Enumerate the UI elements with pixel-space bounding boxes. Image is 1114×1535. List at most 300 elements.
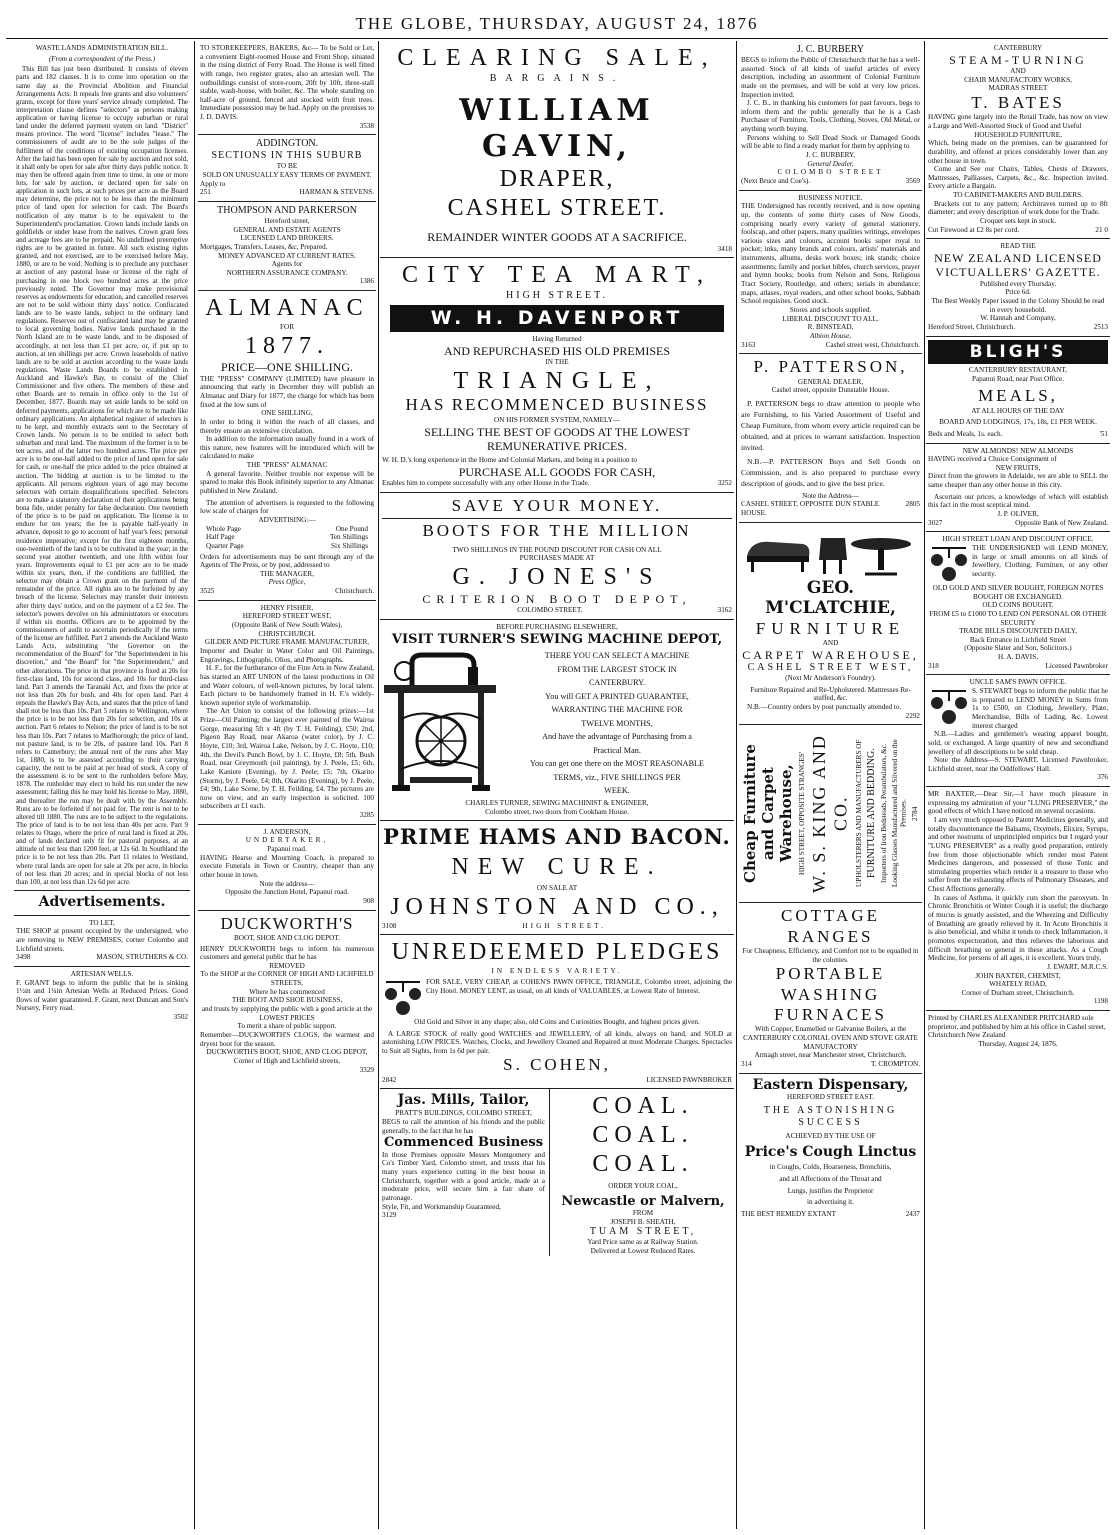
ad-body: HENRY DUCKWORTH begs to inform his numerous customers and general public that he has [200,944,374,962]
ad-body: The Art Union to consist of the following prizes:—1st Prize—Oil Painting; the largest ever painted of the Wairoa Gorge, measuring 5ft x 4ft (by T. H. Feilding), £50; 2nd, Pigeon Bay Road, near Akaroa (water color), by J. C. Hoyte, £10; 3rd, Wairoa Lake, Nelson, by J. C. Hoyte, £10; 4th, the Devil's Punch Bowl, by J. C. Hoyte, £8; 5th, Bush Road, near Greymouth (oil painting), by J. Peele, £5; 6th, Lake Kaniere (Evening), by J. Peele; £5; 7th, Okarito (Storm), by J. Peele, £4; 8th, Okarito (Evening), by J. Peele, £4; 9th, Lake Scene, by T. H. Feilding, £4. The pictures are now on view, and an early inspection is solicited. 100 subscribers at £1 each. [200,707,374,811]
ad-title: ADDINGTON. [255,138,319,150]
ad-line: Corner of Durham street, Christchurch. [961,988,1075,997]
ad-line: HEREFORD STREET WEST, [242,612,332,621]
rate-row [200,533,374,542]
ad-title: COTTAGE RANGES [781,906,880,946]
ad-line: Christchurch. [335,587,374,596]
ad-line: PURCHASE ALL GOODS FOR CASH, [458,464,656,479]
ad-line: DRAPER, [499,165,615,192]
ad-body: Importer and Dealer in Water Color and Oil Paintings, Engravings, Lithographs, Olios, and Photographs. [200,646,374,664]
ad-line: AND [822,638,839,647]
ad-line: CANTERBURY COLONIAL OVEN AND STOVE GRATE MANUFACTORY [743,1034,918,1051]
ad-body: N.B.—Ladies and gentlemen's wearing apparel bought, sold, or exchanged. A large quantity of new and secondhand jewellery of all descriptions to be sold cheap. [928,730,1108,756]
ad-signature: J. EWART, M.R.C.S. [1047,962,1108,971]
mills-tailor-ad [380,1089,550,1255]
ad-price: PRICE—ONE SHILLING. [221,360,353,375]
rate-price: Six Shillings [331,541,368,550]
ad-line: TO CABINET-MAKERS AND BUILDERS. [953,191,1083,200]
ad-body: H. F., for the furtherance of the Fine Arts in New Zealand, has started an ART UNION of the latest productions in Oil and Water colours, of well-known pictures, by local talent. Each picture to be handsomely framed in H. F.'s widely-known superior style of workmanship. [200,664,374,707]
ad-number: 3525 [200,587,215,596]
ad-line: Papanui road. [267,845,307,854]
j-anderson-ad [198,825,376,911]
ad-body: Which, being made on the premises, can be guaranteed for durability, and offered at prices considerably lower than any other house in town. [928,139,1108,165]
ad-line: Hereford Street, Christchurch. [928,322,1016,331]
ad-line: CANTERBURY [993,44,1043,52]
ad-line: Stores and schools supplied. [789,305,872,314]
ad-title: VISIT TURNER'S SEWING MACHINE DEPOT, [391,631,723,647]
ad-title: THOMPSON AND PARKERSON [217,204,357,216]
ad-title: BLIGH'S [928,340,1108,364]
ad-line: Where he has commenced [249,987,325,996]
blighs-restaurant-ad [926,337,1110,444]
ad-line: COLOMBO STREET. [517,606,583,615]
column-rule [378,41,379,1529]
press-almanac-ad [198,291,376,601]
ad-line: LOWEST PRICES [259,1013,315,1022]
ad-line: Beds and Meals, 1s. each. [928,429,1003,438]
mclatchie-ad [739,523,922,725]
ad-line: CASHEL STREET, OPPOSITE DUN STABLE HOUSE. [741,500,880,518]
ad-number: 2513 [1093,322,1108,331]
ad-line: CHRISTCHURCH. [258,629,316,638]
ad-line: Albion House, [809,331,852,340]
ad-line: ADVERTISING:— [258,515,316,524]
jones-boots-ad [380,493,734,620]
ad-number: 3129 [382,1211,397,1220]
ad-line: TWO SHILLINGS IN THE POUND DISCOUNT FOR CASH ON ALL [452,545,662,554]
ad-body: Style, Fit, and Workmanship Guaranteed, [382,1202,501,1211]
ad-line: To the SHOP at the CORNER OF HIGH AND LICHFIELD STREETS, [200,970,374,988]
ad-title: BOOTS FOR THE MILLION [422,521,692,541]
ad-title: CLEARING SALE, [397,45,717,71]
ad-line: FROM [632,1209,654,1218]
ad-number: 251 [200,188,211,197]
ad-body: Note the Address—S. STEWART, Licensed Pawnbroker, Lichfield street, near the Oddfellows' Hall. [928,756,1108,773]
ad-number: 1198 [1093,997,1108,1006]
ad-number: 2784 [911,806,920,821]
ad-body: Furniture Repaired and Re-Upholstered. Mattresses Re-stuffed, &c. [750,685,911,703]
baxter-lung-preserver-ad [926,787,1110,1011]
ad-title: TO LET, [89,918,115,927]
ad-line: J. P. OLIVER, [997,510,1039,519]
ad-line: Cashel street, opposite Dunstable House. [771,386,890,395]
ad-line: CHARLES TURNER, SEWING MACHINIST & ENGINEER, [465,799,649,808]
ad-body: HAVING gone largely into the Retail Trade, has now on view a Large and Well-Assorted Stock of Good and Useful [928,113,1108,130]
ad-body: TO STOREKEEPERS, BAKERS, &c— To be Sold or Let, a convenient Eight-roomed House and Front Shop, situated in the rising district of Ferry Road. The House is well fitted with range, two register grates, also an artesian well. The outbuildings consist of store-room, 20ft by 10ft, three-stall stable, wash-house, with boiler, &c. The whole standing on half-acre of ground, fenced and stocked with fruit trees. Immediate possession may be had. Apply on the premises to J. D. DAVIS. [200,44,374,122]
ad-title: UNCLE SAM'S PAWN OFFICE. [969,678,1067,687]
ad-body: Come and See our Chairs, Tables, Chests of Drawers, Mattresses, Palliasses, Carpets, &c., &c. Inspection invited. Every article a Bargain. [928,165,1108,191]
ad-title: CITY TEA MART, [401,262,713,289]
patterson-ad [739,354,922,523]
ad-line: BEFORE PURCHASING ELSEWHERE, [496,622,618,631]
ad-line: R. BINSTEAD, [807,323,854,332]
ad-line: COLOMBO STREET [777,168,884,177]
ad-body: BEGS to inform the Public of Christchurch that he has a well-assorted Stock of all kinds of useful articles of every description, including an assortment of Colonial Furniture made on the premises, and will be sold at very low prices. Inspection invited. [741,56,920,99]
burbery-ad [739,41,922,191]
ad-number: 3569 [905,176,920,185]
ad-title: NEW ALMONDS! NEW ALMONDS [962,446,1074,455]
ad-line: CARPET WAREHOUSE, [742,647,919,662]
ad-number: 908 [363,896,374,905]
ad-title: Cheap Furniture and Carpet Warehouse, [741,744,795,884]
ad-title: STEAM-TURNING [949,52,1087,67]
ad-title: BUSINESS NOTICE. [798,193,863,202]
ad-body: Remember—DUCKWORTH'S CLOGS, the warmest and dryest boot for the season. [200,1030,374,1048]
ad-number: 314 [741,1059,752,1068]
ad-line: LIBERAL DISCOUNT TO ALL. [782,314,879,323]
ad-line: Price's Cough Linctus [744,1143,917,1160]
rate-size: Whole Page [206,524,241,533]
ad-line: Press Office, [268,578,306,587]
ad-line: WHATELY ROAD, [989,980,1047,989]
ad-line: GILDER AND PICTURE FRAME MANUFACTURER, [204,638,370,647]
ad-line: Hereford street, [264,216,310,225]
ad-title: HIGH STREET LOAN AND DISCOUNT OFFICE. [942,535,1094,544]
ad-body: MR BAXTER,—Dear Sir,—I have much pleasure in expressing my admiration of your "LUNG PRESERVER," the good effects of which I have noticed on several occasions. [928,790,1108,816]
ad-line: HAS RECOMMENCED BUSINESS [405,395,709,415]
pawn-balls-icon [928,687,972,730]
addington-ad [198,135,376,202]
ad-line: JOHN BAXTER, CHEMIST, [975,971,1061,980]
sewing-machine-illustration [382,649,502,799]
rate-price: One Pound [335,524,368,533]
ad-line: W. Hannah and Company, [980,314,1056,323]
ad-line: PRATT'S BUILDINGS, COLOMBO STREET, [395,1109,532,1118]
ad-signature: T. CROMPTON. [870,1059,920,1068]
ad-line: To merit a share of public support. [237,1022,337,1031]
ad-body: N.B.—P. PATTERSON Buys and Sell Goods on Commission, and is also prepared to purchase every description of goods, and to give the best price. [741,456,920,488]
ad-line: REMOVED [269,961,305,970]
column-rule [736,41,737,1529]
ad-name: JOHNSTON AND CO., [390,894,724,920]
turner-line: FROM THE LARGEST STOCK IN [557,664,677,674]
ad-body: The attention of advertisers is requested to the following low scale of charges for [200,498,374,516]
turner-sewing-ad [380,620,734,822]
ad-number: 376 [1097,773,1108,782]
ad-line: IN THE [545,358,569,367]
victuallers-gazette-ad [926,239,1110,336]
imprint-date: Thursday, August 24, 1876. [978,1040,1058,1048]
ad-number: 3285 [359,811,374,820]
ad-line: UNDERTAKER, [245,836,329,845]
ad-line: GENERAL DEALER, [797,377,864,386]
ad-line: AT ALL HOURS OF THE DAY [971,406,1065,415]
ad-line: Note the address— [259,879,315,888]
crompton-ranges-ad [739,903,922,1073]
ad-body: A general favorite. Neither trouble nor expense will be spared to make this Book infinitely superior to any Almanac published in New Zealand. [200,469,374,496]
turner-line: TWELVE MONTHS, [581,718,653,728]
masthead: THE GLOBE, THURSDAY, AUGUST 24, 1876 [355,14,759,33]
ad-line: SOLD ON UNUSUALLY EASY TERMS OF PAYMENT. [202,171,372,180]
ad-line: THE BOOT AND SHOE BUSINESS, [231,996,343,1005]
ad-line: TUAM STREET, [589,1226,697,1238]
ad-line: NEW FRUITS, [995,463,1041,472]
column-5 [926,41,1110,1529]
ad-line: THE ASTONISHING SUCCESS [763,1105,898,1129]
ad-line: OLD GOLD AND SILVER BOUGHT, FOREIGN NOTES BOUGHT OR EXCHANGED. [932,583,1104,601]
ad-line: MONEY ADVANCED AT CURRENT RATES. [218,251,356,260]
ad-line: Agents for [271,260,303,269]
ad-line: Armagh street, near Manchester street, Christchurch. [754,1051,907,1060]
pawn-balls-icon [382,978,426,1018]
ad-line: H. A. DAVIS, [997,653,1038,662]
ad-body: In cases of Asthma, it quickly cuts short the paroxysm. In Chronic Bronchitis or Winter Cough it is useful; the discharge of mucus is greatly assisted, and the Wheezing and Difficulty of Breathing are greatly relieved by it. In Acute Bronchitis it is also beneficial, and whilst it tends to check Inflammation, it promotes expectoration, and thus relieves the laborious and difficult breathing so general in these attacks. As a Cough Medicine, for persons of all ages, it is excellent. Yours truly, [928,893,1108,963]
bates-turning-ad [926,41,1110,239]
ad-title: J. ANDERSON, [263,827,311,836]
turner-line: You can get one there on the MOST REASONABLE [529,759,705,769]
ad-line: TRADE BILLS DISCOUNTED DAILY, [959,627,1077,636]
ad-line: Opposite the Junction Hotel, Papanui road. [225,888,349,897]
ad-line: OLD COINS BOUGHT. [982,601,1054,610]
ad-line: REMAINDER WINTER GOODS AT A SACRIFICE. [427,230,687,245]
ad-line: HOUSEHOLD FURNITURE, [974,130,1062,139]
ad-body: I am very much opposed to Patent Medicines generally, and totally discountenance the Balsams, Oxymels, Elixirs, Syrups, and other nostrums of unprincipled empirics but I regard your "LUNG PRESERVER" as a really good preparation, entirely free from those objectionable which render most Patent Medicines dangerous, and possessed of those Tonic and stimulating properties which render it a treasure to those who suffer from the exhausting effects of Pulmonary Diseases, and Chest Affections generally. [928,815,1108,894]
ad-line: LICENSED PAWNBROKER [646,1075,732,1084]
ad-line: READ THE [1000,242,1036,251]
bottom-ads-row [380,1089,734,1255]
ad-line: GENERAL AND ESTATE AGENTS [233,225,341,234]
ad-line: AND [1010,67,1026,76]
ad-body: For Cheapness, Efficiency, and Comfort not to be equalled in the colonies. [742,946,919,964]
ad-title: Eastern Dispensary, [752,1076,909,1093]
ad-body: BEGS to call the attention of his friends and the public generally, to the fact that he has [382,1117,545,1135]
ad-line: Newcastle or Malvern, [561,1193,725,1209]
article-byline: (From a correspondent of the Press.) [48,54,156,63]
ad-line: Importers of Iron Bedsteads, Perambulators, &c. [880,743,889,884]
ad-line: DUCKWORTH'S BOOT, SHOE, AND CLOG DEPOT, [206,1048,368,1057]
ad-number: 3502 [173,1013,188,1022]
ad-line: (Opposite Slater and Son, Solicitors.) [964,644,1072,653]
ad-title: ARTESIAN WELLS. [70,969,134,978]
ad-title: PRIME HAMS AND BACON. [383,824,731,850]
ad-line: and all Affections of the Throat and [779,1175,882,1184]
ad-body: Ascertain our prices, a knowledge of which will establish this fact in the most sceptical mind. [928,492,1108,510]
masthead-rule [6,38,1108,39]
ad-line: General Dealer, [807,159,854,168]
column-3 [380,41,734,1529]
ad-line: Croquet sets kept in stock. [979,217,1057,226]
ad-line: (Next Bruce and Coe's). [741,176,811,185]
ad-body: In order to bring it within the reach of all classes, and thereby ensure an extensive circulation. [200,417,374,435]
ad-line: Mortgages, Transfers, Leases, &c, Prepared. [200,242,328,251]
ad-line: SECTIONS IN THIS SUBURB [211,150,363,162]
ad-number: 3498 [16,953,31,962]
turner-line: WEEK. [604,786,630,796]
gavin-clearing-sale-ad [380,41,734,258]
turner-line: CANTERBURY. [588,678,646,688]
ad-title: P. PATTERSON, [753,357,908,377]
ad-body: Enables him to compete successfully with any other House in the Trade. [382,479,590,488]
ad-number: 3418 [717,244,732,253]
turner-line: And have the advantage of Purchasing from a [542,732,692,742]
ad-line: AND REPURCHASED HIS OLD PREMISES [443,343,671,358]
ad-line: Lungs, justifies the Proprietor [787,1186,874,1195]
ad-line: UPHOLSTERERS AND MANUFACTURERS OF [854,739,863,888]
ad-body: THE "PRESS" COMPANY (LIMITED) have pleasure in announcing that early in December they will publish an Almanac and Diary for 1877, the charge for which has been fixed at the low sum of [200,374,374,409]
rate-price: Ten Shillings [329,533,368,542]
ad-line: Papanui Road, near Post Office. [971,374,1065,383]
artesian-wells-ad [14,967,190,1026]
waste-lands-article [14,41,190,891]
davis-loan-office-ad [926,532,1110,675]
henry-fisher-ad [198,601,376,825]
ad-line: CASHEL STREET. [447,194,667,221]
ad-body: F. GRANT begs to inform the public that he is sinking 1½in and 1¼in Artesian Wells at Reduced Prices. Good flows of water guaranteed. F. Grant, next Duncan and Son's Nursery, Ferry road. [16,978,188,1013]
ad-line: J. C. BURBERY, [805,151,856,160]
ad-title: Jas. Mills, Tailor, [397,1092,530,1109]
ad-line: Yard Price same as at Railway Station. [587,1238,699,1247]
ad-body: N.B.—Country orders by post punctually attended to. [747,702,902,711]
ad-line: PURCHASES MADE AT [519,554,595,563]
ad-line: HIGH STREET. [522,921,606,930]
ad-line: NEW CURE. [451,853,663,880]
ad-title: NEW ZEALAND LICENSED VICTUALLERS' GAZETTE. [934,250,1102,280]
ad-number: 3027 [928,518,943,527]
ad-line: Licensed Pawnbroker [1045,661,1108,670]
ad-line: NORTHERN ASSURANCE COMPANY. [226,268,348,277]
rate-row [200,525,374,534]
oliver-almonds-ad [926,444,1110,533]
ad-line: FURNITURE AND BEDDING. [865,748,877,879]
rate-size: Half Page [206,533,235,542]
ad-line: TO BE [276,162,298,171]
ad-body: In addition to the information usually found in a work of this nature, new features will be introduced which will be calculated to make [200,435,374,461]
turner-lines [502,649,732,799]
ad-body: FOR SALE, VERY CHEAP, at COHEN'S PAWN OFFICE, TRIANGLE, Colombo street, adjoining the City Hotel. MONEY LENT, as usual, on all kinds of VALUABLES, at Lowest Rate of Interest. [426,977,732,995]
ad-title: J. C. BURBERY [796,44,865,55]
ad-title: COAL. [592,1151,694,1178]
ad-line: in advertising it. [807,1198,854,1207]
business-notice-ad [739,191,922,355]
ad-name: W. H. DAVENPORT [390,305,724,332]
ad-number: 3162 [717,606,732,615]
ad-line: Cut Firewood at £2 8s per cord. [928,225,1020,234]
ad-line: BOARD AND LODGINGS, 17s, 18s, £1 PER WEEK. [939,418,1097,427]
ad-number: 3538 [359,121,374,130]
column-rule [924,41,925,1529]
ad-line: CRITERION BOOT DEPOT, [422,591,692,606]
ad-line: (Next Mr Anderson's Foundry). [785,673,876,682]
ad-body: J. C. B., in thanking his customers for past favours, begs to inform them and the public generally that he is a Cash Purchaser of Furniture, Tools, Clothing, Stoves, Old Metal, or anything worth buying. [741,99,920,134]
ad-number: 2842 [382,1075,397,1084]
ad-body: Direct from the growers in Adelaide, we are able to SELL the same cheaper than any other house in this city. [928,472,1108,490]
pawn-balls-icon [928,544,972,584]
ad-line: and trusts by supplying the public with a good article at the [201,1005,373,1014]
ad-line: Opposite Bank of New Zealand. [1015,518,1108,527]
ad-line: FOR [280,322,294,331]
king-furniture-ad [739,725,922,903]
ad-body: THE Undersigned has recently received, and is now opening up, the contents of some thirty cases of New Goods, comprising nearly every variety of general stationery, foolscap, and other papers, many qualities writings, envelopes various sizes and colours, account books super royal to pocket; inks, many brands and colours, artists' materials and instruments, albums, desks work boxes; ink stands; choice assortments; family and pocket bibles, church services, prayer and hymn books; books from Nelson and Sons, Religious Tract Society, Routledge, and others; serials in abundance; maps, atlases, royal readers, and other school books, Sabbath School requisites. Good stock. [741,202,920,306]
turner-line: You will GET A PRINTED GUARANTEE, [545,691,689,701]
ad-number: '51 [1099,429,1108,438]
ad-title: DUCKWORTH'S [220,913,354,933]
ad-number: 2805 [905,500,920,509]
ad-line: ACHIEVED BY THE USE OF [785,1132,876,1141]
turner-line: THERE YOU CAN SELECT A MACHINE [544,651,690,661]
ad-line: Published every Thursday. [979,279,1057,288]
column-4 [739,41,922,1529]
ad-body: P. PATTERSON begs to draw attention to people who are Furnishing, to his Varied Assortment of Useful and Cheap Furniture, from whom every article required can be obtained, and at prices to warrant satisfaction. Inspection invited. [741,398,920,452]
ad-line: FURNACES [774,1004,887,1024]
ad-body: Old Gold and Silver in any shape; also, old Coins and Curiosities Bought, and highest prices given. [414,1017,700,1026]
thompson-parkerson-ad [198,202,376,291]
ad-line: MEALS, [978,386,1058,406]
ad-body: In those Premises opposite Messrs Montgomery and Co's Timber Yard, Colombo street, and trusts that his many years experience cutting in the best house in Christchurch, together with a good article, made at a moderate price, will secure him a fair share of patronage. [382,1150,545,1202]
ad-line: Note the Address— [802,491,859,500]
ad-line: THE BEST REMEDY EXTANT [741,1210,837,1219]
ad-body: The Best Weekly Paper issued in the Colony Should be read in every household. [931,297,1105,314]
column-2 [198,41,376,1529]
cohen-pledges-ad [380,935,734,1089]
ad-title: SAVE YOUR MONEY. [451,495,663,515]
ad-body: HAVING received a Choice Consignment of [928,455,1057,464]
ad-body: Orders for advertisements may be sent through any of the Agents of The Press, or by post, addressed to [200,552,374,570]
ad-name: JOSEPH B. SHEATH, [610,1217,676,1226]
ad-body: A LARGE STOCK of really good WATCHES and JEWELLERY, of all kinds, always on hand, and SOLD at astonishing LOW PRICES. Watches, Clocks, and Jewellery Cleaned and Repaired at most Moderate Charges. Spectacles to Suit all Sights, from 1s 6d per pair. [382,1029,732,1055]
ad-title: COAL. COAL. [592,1093,694,1149]
ad-line: ORDER YOUR COAL, [608,1181,678,1190]
ad-body: Brackets cut to any pattern; Architraves turned up to 8ft diameter; and every description of work done for the Trade. [928,199,1108,217]
rate-size: Quarter Page [206,541,244,550]
ad-line: Looking Glasses Manufactured and Silvered on the Premises. [891,739,909,888]
ad-number: 3163 [741,340,756,349]
ad-line: ON HIS FORMER SYSTEM, NAMELY— [493,415,621,424]
duckworth-ad [198,911,376,1079]
ad-line: PORTABLE WASHING [775,964,886,1004]
turner-line: WARRANTING THE MACHINE FOR [551,705,683,715]
davenport-ad [380,258,734,493]
ad-signature: HARMAN & STEVENS. [299,188,374,197]
ad-number: 3108 [382,921,397,930]
ad-body: THE SHOP at present occupied by the undersigned, who are removing to NEW PREMISES, corner Colombo and Lichfield streets. [16,927,188,953]
ad-name: W. S. KING AND CO. [808,734,851,894]
ad-name: G. JONES'S [452,564,662,591]
ad-line: Cashel street west, Christchurch. [825,340,920,349]
ad-year: 1877. [245,332,329,359]
ad-number: 2292 [905,711,920,720]
ad-name: WILLIAM GAVIN, [459,92,655,164]
ad-number: 3252 [717,479,732,488]
article-title: WASTE LANDS ADMINISTRATION BILL. [35,44,169,52]
article-body: This Bill has just been distributed. It consists of eleven parts and 182 clauses. It is to come into operation on the same day as the Provincial Abolition and Financial Arrangements Acts. It repeals free grants and also volunteers' grants, except for three years' service already completed. The interpretation clause defines "selectors" as persons making application or having license to occupy suburban or rural land under the deferred payment system on land. "District" means province. The word "license" includes "lease." The commissioners of audit are to be the sole judges of the fulfilment of the conditions of existing occupation licenses. After the land has been open for sale by auction and not sold, it shall only be open for sale after thirty days public notice. It may then be offered again from time to time, in one or more lots, for sale by auction, or declared open for sale on application in such lots, at such prices per acre as the Board may determine, the price not to be less than the minimum price of land open for selection for cash. The Board's notification of any matter is to be equivalent to the Superintendent's proclamation. Crown lands include lands on goldfields or under lease from the natives. Crown grant fees and acreage fees are to be prepaid. No undefined preemptive rights are to be granted in future. All such existing rights granted, and not exercised, are to be exercised before May, 1880, or are to be void. Nothing is to preclude any purchaser at auction of any pastoral lease or license of the right of purchasing in one block two hundred acres at the price previously noted. The Governor may make provisional reserves as endowments for education, and cancelled reserves are not to be sold without thirty days' notice. Confiscated lands are to be waste lands, subject to the ordinary land regulations. Reserves out of confiscated land may be granted to local governing bodies. Native lands purchased in the North Island are to be waste lands, and to be disposed of accordingly, at not less than £1 per acre, or, if put up to auction, at ten shillings per acre. Crown leaseholds of native lands are to be sold at auction according to the waste lands regulations. Waste Lands Boards to be established in Auckland and Hawke's Bay, to consist of the Chief Commissioner and five others. The members of these and other Boards are to remain in office only to the 1st of December, 1877. Boards may set aside lands to be sold on deferred payments, applications for which are to be made like ordinary applications. An alphabetical register of selectors is to be kept, and monthly extracts sent to the Secretary of Crown lands. No person is to be entitled to select both suburban and rural land. The maximum of the former is to be ten acres, and of the latter two hundred acres. The price per acre is to be one-half added to the price of land open for sale for cash, or one-half the price added to the price obtained at auction. The bidding at auction is to be limited to the applicants. All persons eighteen years of age may become selectors with certain disqualifications specified. Selectors are to make a statutory declaration of their applications being bona fide, under penalty for false declaration. One twentieth of the price is to be paid on application. The license is to endure for ten years; the fee is payable half-yearly in advance, deposit to go to account of half year's fees; personal residence imperative; except for the first eighteen months, one-twentieth of the land is to be cultivated in the year; in the second year another twentieth, and one fifth within four years. Improvements equal to £1 per acre are to be made within six years, then, if the conditions are fulfilled, the selector may obtain a Crown grant on the payment of the remainder of the price. All rights are to be forfeited by any breach of the license. Selectors may transfer their interests after thirty days' notice, and on the payment of a £2 fee. The selector's powers devolve on his administrators or executors if within six months. Officers are to be appointed by the commissioners of audit to ascertain periodically if the terms of the license are fulfilled. Part 2 amends the Auckland Waste Lands Acts, substituting "the Governor on the recommendation of the Board" for "the Superintendent in his discretion," and "the Board" for "the Superintendent," and other alterations. The price in that province is fixed at 20s for first-class land, 10s for second class, and 10s for third-class land. Part 3 amends the Taranaki Act, and fixes the price at not less than 20s for bush, and 40s for open land. Part 4 repeals the Hawke's Bay Acts, and states that the price of land shall not be less than 10s. Part 5 relates to Wellington, where the price is to be not less than 20s for selection, and 10s at auction. Part 6 relates to Nelson; the price of land is to be not less than 10s. Part 7 relates to Marlborough; the price of land, not pasture land, is to be 20s, of pasture land 10s. Part 8 refers to Canterbury; the annual rent of the runs after May 1st, 1880, is to be assessed according to their carrying capacity, the rent to be paid at per head of stock. A copy of the assessment is to be sent to the runholders before May, 1878. The runholder may elect to hold his run under the new assessment; failing this he may hold his license to May, 1880, and thereafter the run may be dealt with by the Assembly. Runs are to be forfeited if not paid for. The rent is not to be altered till 1880. The runs are to be subject to the regulations. The price of land is to be not less than 40s per acre. Part 9 relates to Otago, where the price of rural land is fixed at 20s, and of lands declared only fit for pastoral purposes, at an altitude of not less than 1200 feet, at 12s 6d. In Southland the price is to be not less than 20s. Part 11 relates to Westland, where rural lands are open for sale at 20s per acre, in blocks of not less than 20 acres; and in special blocks of not less than 100, at not less than 12s 6d per acre. [16,65,188,886]
ad-body: S. STEWART begs to inform the public that he is prepared to LEND MONEY in Sums from 1s to £500, on Clothing, Jewellery, Plate, Merchandise, Bills of Lading, &c. Lowest interest charged [972,687,1108,730]
ad-line: Colombo street, two doors from Cookham House. [485,807,629,816]
ad-line: THE MANAGER, [260,569,314,578]
ad-line: (Opposite Bank of New South Wales), [231,621,343,630]
ad-line: MADRAS STREET [988,84,1048,93]
ad-body: HAVING Hearse and Mourning Coach, is prepared to execute Funerals in Town or Country, cheaper than any other house in town. [200,853,374,879]
ad-line: CANTERBURY RESTAURANT, [968,365,1068,374]
advertisements-heading-block [14,891,190,916]
ad-signature: MASON, STRUTHERS & CO. [96,953,188,962]
ad-line: Corner of High and Lichfield streets, [233,1056,341,1065]
column-1 [14,41,190,1529]
ad-line: Back Entrance in Lichfield Street [969,635,1067,644]
imprint-text: Printed by CHARLES ALEXANDER PRITCHARD sole proprietor, and published by him at his office in Cashel street, Christchurch New Zealand [928,1014,1106,1040]
ad-number: 318 [928,661,939,670]
ad-number: 3329 [359,1065,374,1074]
ad-line: Commenced Business [383,1135,544,1151]
ad-line: CASHEL STREET WEST, [747,661,914,673]
ad-line: IN ENDLESS VARIETY. [491,967,623,976]
ad-line: HEREFORD STREET EAST. [787,1093,874,1102]
ad-line: ON SALE AT [536,884,578,893]
rates-table [200,525,374,551]
ad-line: BARGAINS. [489,72,625,84]
imprint [926,1011,1110,1053]
ad-line: FURNITURE [755,618,906,638]
ad-body: Persons wishing to Sell Dead Stock or Damaged Goods will be able to find a ready market for them by applying to [741,133,920,151]
